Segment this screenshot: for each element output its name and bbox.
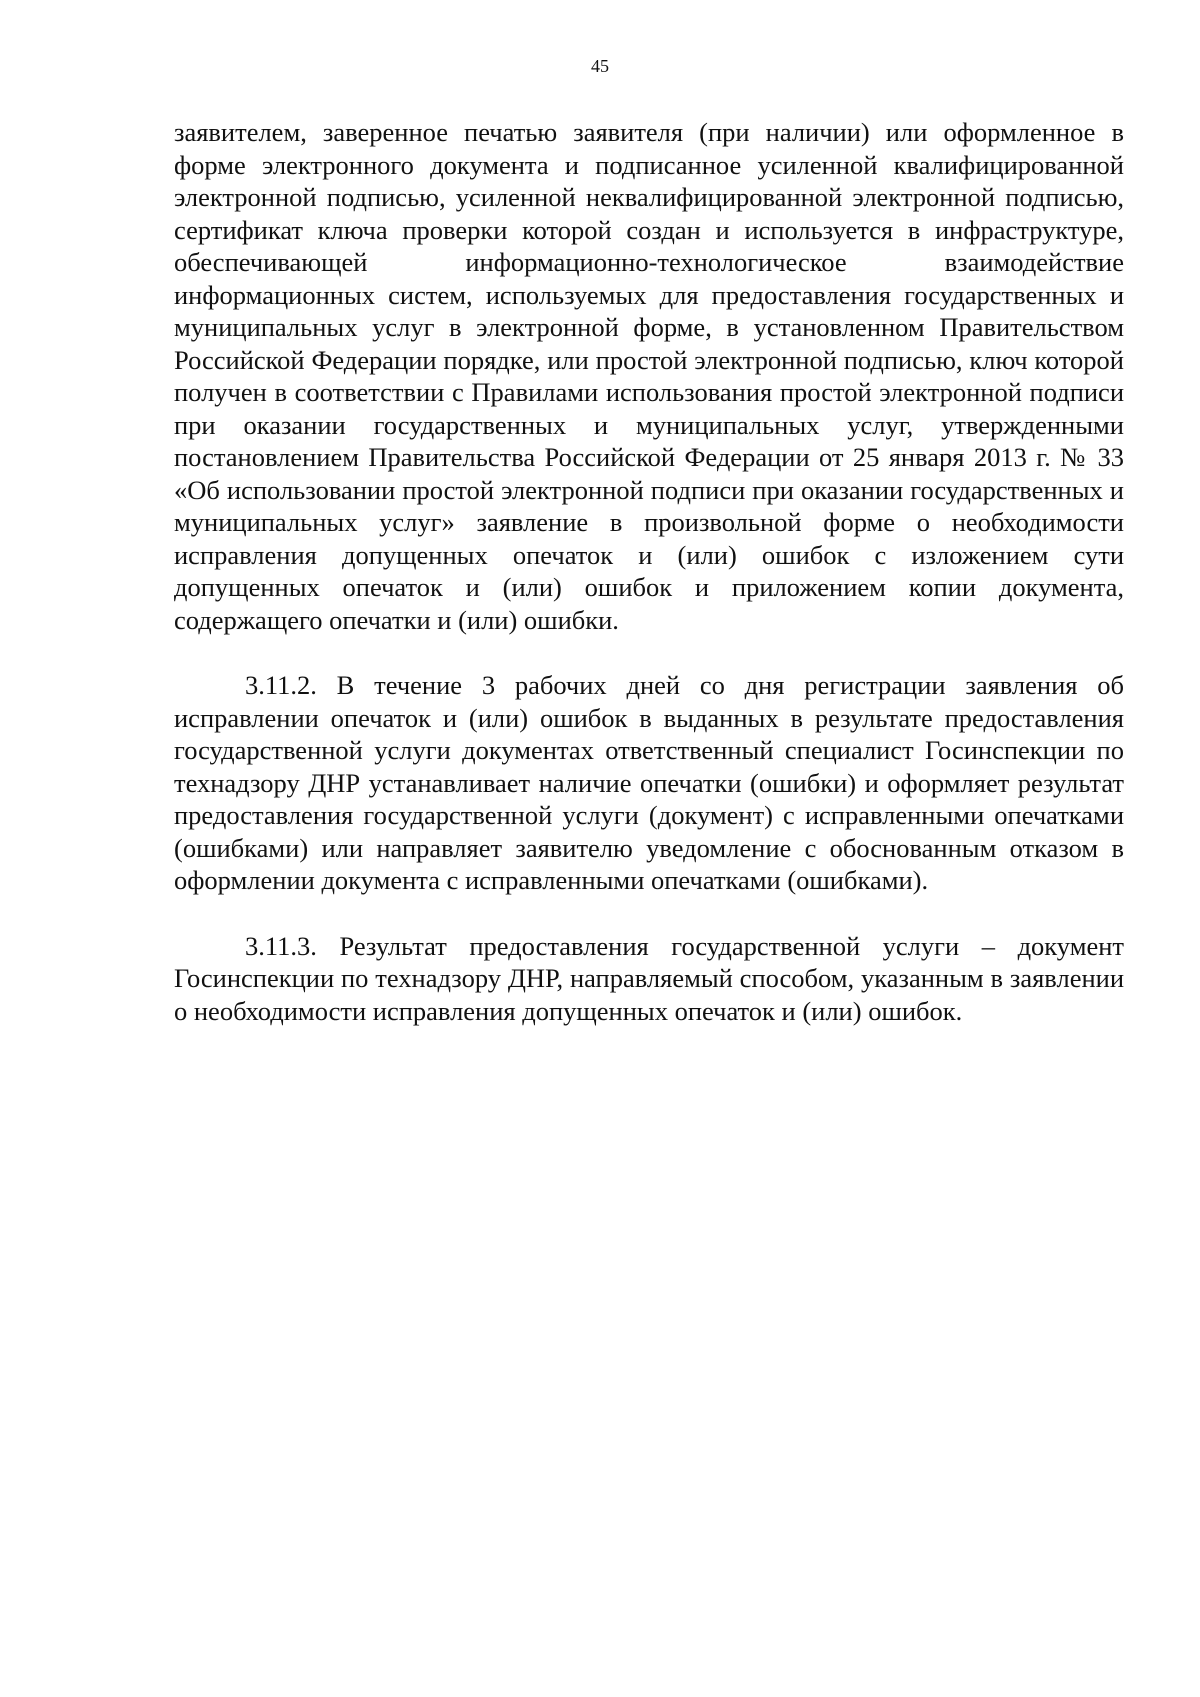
paragraph-continuation: заявителем, заверенное печатью заявителя (при наличии) или оформленное в форме электронного документа и подписанное усиленной квалифицированной электронной подписью, усиленной неквалифицированной электронной подписью, сертификат ключа проверки которой создан и используется в инфраструктуре, обеспечивающей информационно-технологическое взаимодействие информационных систем, используемых для предоставления государственных и муниципальных услуг в электронной форме, в установленном Правительством Российской Федерации порядке, или простой электронной подписью, ключ которой получен в соответствии с Правилами использования простой электронной подписи при оказании государственных и муниципальных услуг, утвержденными постановлением Правительства Российской Федерации от 25 января 2013 г. № 33 «Об использовании простой электронной подписи при оказании государственных и муниципальных услуг» заявление в произвольной форме о необходимости исправления допущенных опечаток и (или) ошибок с изложением сути допущенных опечаток и (или) ошибок и приложением копии документа, содержащего опечатки и (или) ошибки. <box>174 117 1124 635</box>
paragraph-3-11-2: 3.11.2. В течение 3 рабочих дней со дня регистрации заявления об исправлении опечаток и (или) ошибок в выданных в результате предоставления государственной услуги документах ответственный специалист Госинспекции по технадзору ДНР устанавливает наличие опечатки (ошибки) и оформляет результат предоставления государственной услуги (документ) с исправленными опечатками (ошибками) или направляет заявителю уведомление с обоснованным отказом в оформлении документа с исправленными опечатками (ошибками). <box>174 670 1124 895</box>
document-body <box>174 116 1124 1027</box>
page-number: 45 <box>591 56 609 76</box>
paragraph-3-11-3: 3.11.3. Результат предоставления государственной услуги – документ Госинспекции по технадзору ДНР, направляемый способом, указанным в заявлении о необходимости исправления допущенных опечаток и (или) ошибок. <box>174 930 1124 1026</box>
